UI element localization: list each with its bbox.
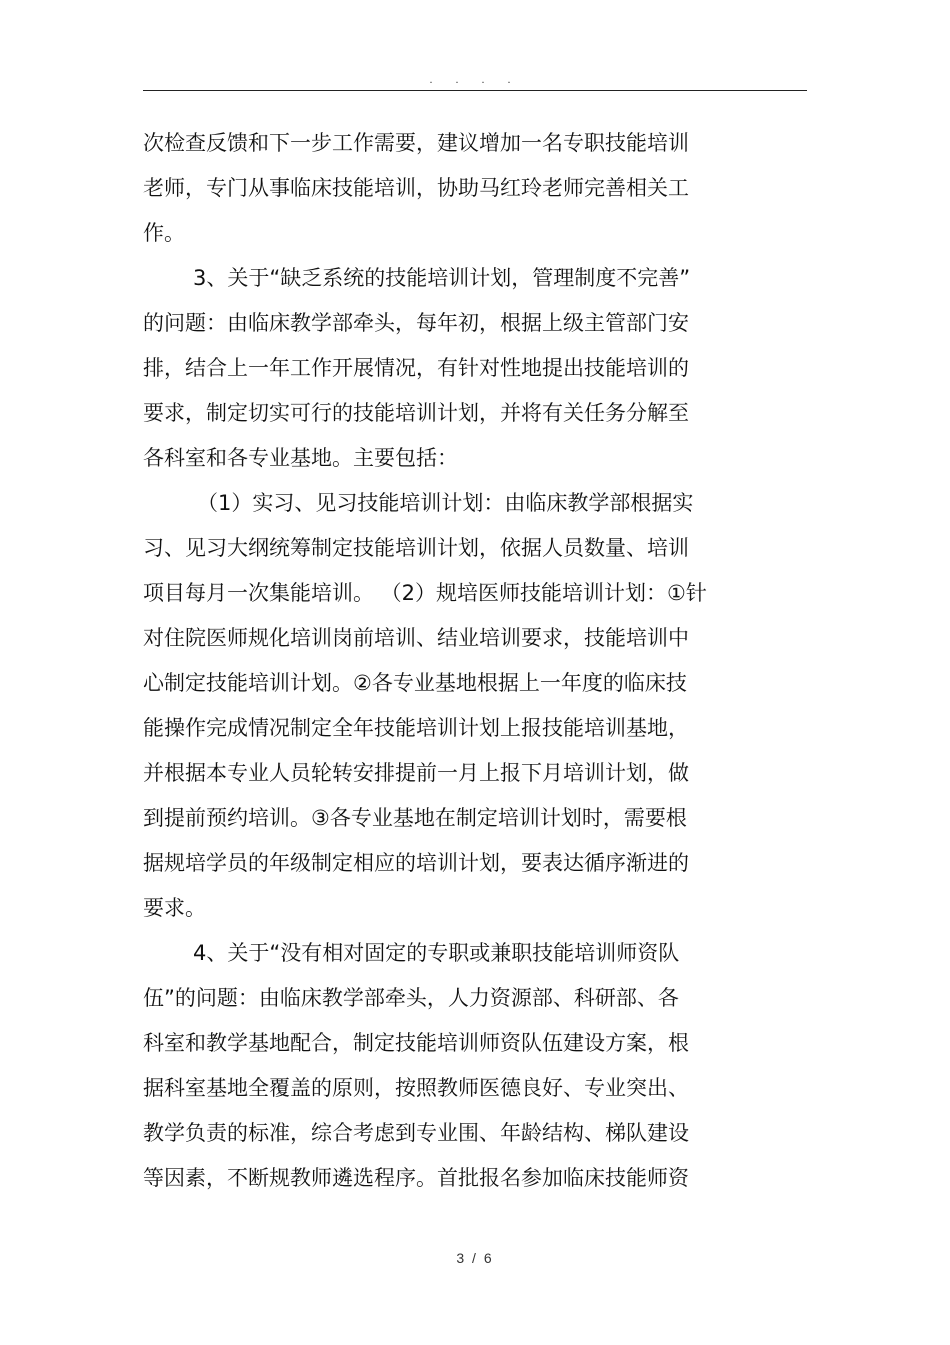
- text-line: 次检查反馈和下一步工作需要，建议增加一名专职技能培训: [143, 131, 689, 155]
- text-line: 伍”的问题：由临床教学部牵头，人力资源部、科研部、各: [143, 986, 679, 1010]
- text-line: 4、关于“没有相对固定的专职或兼职技能培训师资队: [193, 941, 680, 965]
- text-line: 并根据本专业人员轮转安排提前一月上报下月培训计划，做: [143, 761, 689, 785]
- header-rule: [143, 90, 807, 91]
- text-line: 排，结合上一年工作开展情况，有针对性地提出技能培训的: [143, 356, 689, 380]
- text-line: 对住院医师规化培训岗前培训、结业培训要求，技能培训中: [143, 626, 689, 650]
- text-line: 的问题：由临床教学部牵头，每年初，根据上级主管部门安: [143, 311, 689, 335]
- header-dots: . . . .: [429, 72, 521, 86]
- text-line: 心制定技能培训计划。②各专业基地根据上一年度的临床技: [143, 671, 687, 695]
- text-line: 据科室基地全覆盖的原则，按照教师医德良好、专业突出、: [143, 1076, 689, 1100]
- text-line: 老师，专门从事临床技能培训，协助马红玲老师完善相关工: [143, 176, 689, 200]
- text-line: 各科室和各专业基地。主要包括：: [143, 446, 458, 470]
- text-line: 等因素，不断规教师遴选程序。首批报名参加临床技能师资: [143, 1166, 689, 1190]
- text-line: 到提前预约培训。③各专业基地在制定培训计划时，需要根: [143, 806, 687, 830]
- text-line: 要求。: [143, 896, 206, 920]
- text-line: 项目每月一次集能培训。 （2）规培医师技能培训计划：①针: [143, 581, 707, 605]
- text-line: 要求，制定切实可行的技能培训计划，并将有关任务分解至: [143, 401, 689, 425]
- text-line: 能操作完成情况制定全年技能培训计划上报技能培训基地，: [143, 716, 689, 740]
- text-line: 作。: [143, 221, 185, 245]
- text-line: 据规培学员的年级制定相应的培训计划，要表达循序渐进的: [143, 851, 689, 875]
- text-line: 教学负责的标准，综合考虑到专业围、年龄结构、梯队建设: [143, 1121, 689, 1145]
- text-line: 科室和教学基地配合，制定技能培训师资队伍建设方案，根: [143, 1031, 689, 1055]
- text-line: （1）实习、见习技能培训计划：由临床教学部根据实: [197, 491, 694, 515]
- text-line: 3、关于“缺乏系统的技能培训计划，管理制度不完善”: [193, 266, 691, 290]
- page-number: 3 / 6: [456, 1250, 494, 1266]
- text-line: 习、见习大纲统筹制定技能培训计划，依据人员数量、培训: [143, 536, 689, 560]
